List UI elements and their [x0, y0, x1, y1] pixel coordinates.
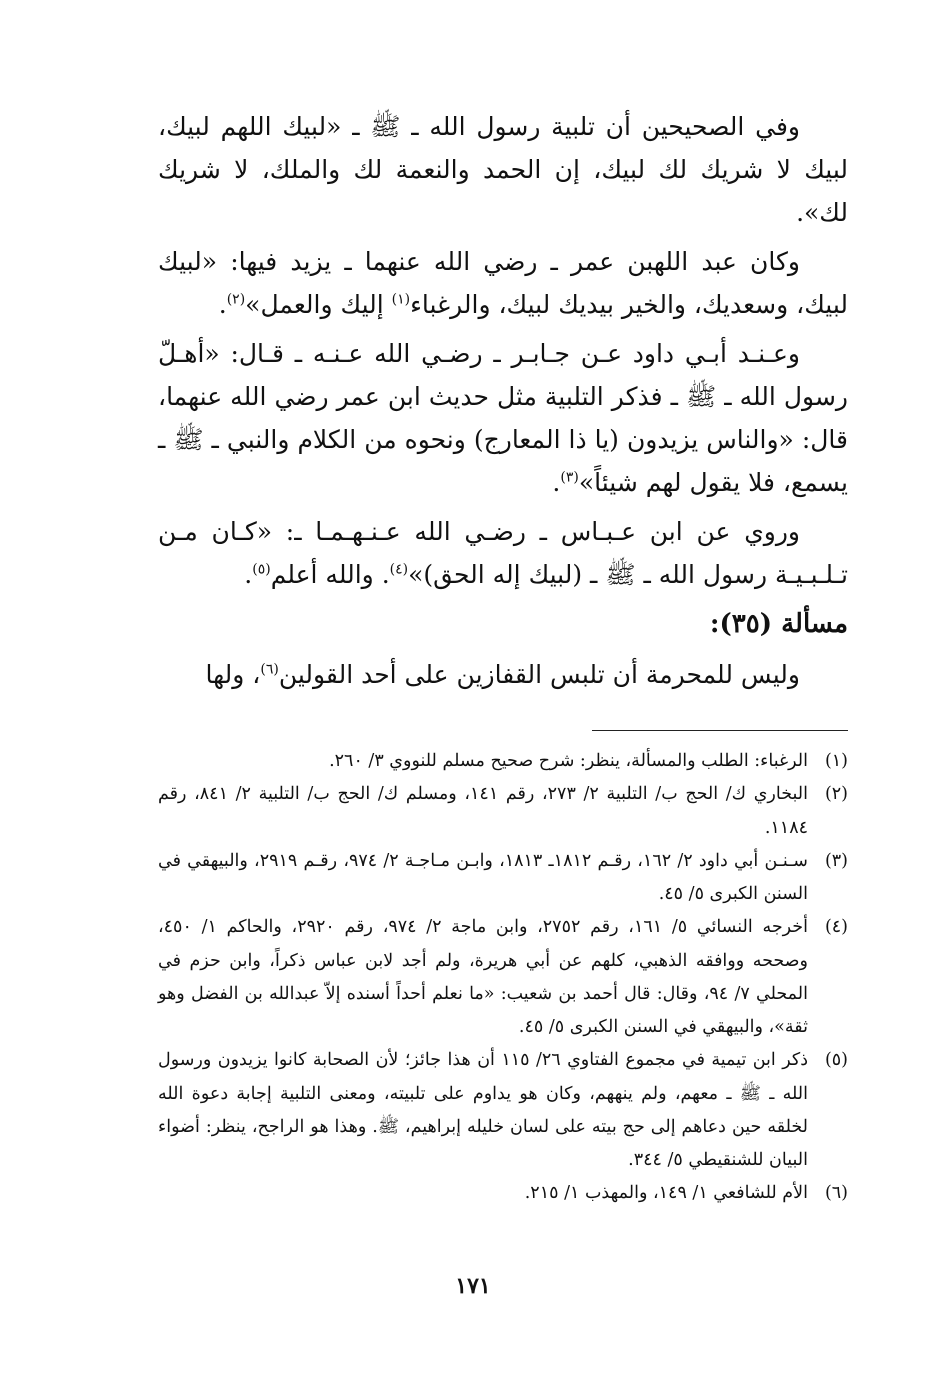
footnote-6: [158, 1177, 848, 1210]
footnotes-section: [158, 745, 848, 1211]
footnote-ref-3[interactable]: (٣): [560, 469, 579, 486]
footnote-number: (٣): [824, 850, 848, 871]
footnote-text: البخاري ك/ الحج ب/ التلبية ٢/ ٢٧٣، رقم ١٤١، ومسلم ك/ الحج ب/ التلبية ٢/ ٨٤١، رقم ١١٨٤.: [158, 784, 808, 838]
footnote-text: الرغباء: الطلب والمسألة، ينظر: شرح صحيح مسلم للنووي ٣/ ٢٦٠.: [329, 751, 808, 771]
paragraph-4-text: وروي عن ابن عـبـاس ـ رضـي الله عـنـهـمـا ـ: «كـان مـن تـلـبـيـة رسول الله ـ ﷺ ـ (لبيك إله الحق)»: [158, 517, 848, 589]
paragraph-3-text: وعـنـد أبـي داود عـن جـابـر ـ رضـي الله عـنـه ـ قـال: «أهـلّ رسول الله ـ ﷺ ـ فذكر التلبية مثل حديث ابن عمر رضي الله عنهما، قال: «والناس يزيدون (يا ذا المعارج) ونحوه من الكلام والنبي ـ ﷺ ـ يسمع، فلا يقول لهم شيئاً»: [158, 339, 848, 497]
footnote-ref-4[interactable]: (٤): [389, 561, 409, 578]
footnote-text: الأم للشافعي ١/ ١٤٩، والمهذب ١/ ٢١٥.: [524, 1183, 808, 1204]
footnote-number: (٦): [824, 1183, 848, 1204]
paragraph-2: [158, 240, 848, 326]
footnote-ref-2[interactable]: (٢): [226, 291, 246, 308]
footnote-5: [158, 1044, 848, 1177]
footnote-1: [158, 745, 848, 778]
paragraph-5: [158, 653, 848, 696]
footnote-4: [158, 911, 848, 1044]
footnote-number: (٤): [824, 917, 848, 938]
section-heading: مسألة (٣٥):: [709, 609, 848, 639]
footnote-3: [158, 845, 848, 912]
paragraph-1-text: وفي الصحيحين أن تلبية رسول الله ـ ﷺ ـ «لبيك اللهم لبيك، لبيك لا شريك لك لبيك، إن الحمد والنعمة لك والملك، لا شريك لك».: [158, 112, 848, 227]
footnote-number: (٥): [824, 1050, 848, 1071]
footnote-divider: [592, 730, 848, 731]
paragraph-1: [158, 105, 848, 234]
page-number: ١٧١: [455, 1273, 491, 1299]
paragraph-2-end: .: [218, 290, 227, 319]
paragraph-4: [158, 510, 848, 596]
footnote-ref-5[interactable]: (٥): [252, 561, 271, 578]
footnote-ref-6[interactable]: (٦): [260, 661, 279, 678]
paragraph-5-text-b: ، ولها: [205, 659, 261, 689]
paragraph-3-end: .: [552, 468, 561, 497]
footnote-text: ذكر ابن تيمية في مجموع الفتاوي ٢٦/ ١١٥ أن هذا جائز؛ لأن الصحابة كانوا يزيدون ورسول الله ـ ﷺ ـ معهم، ولم ينههم، وكان هو يداوم على تلبيته، ومعنى التلبية إجابة دعوة الله لخلقه حين دعاهم إلى حج بيته على لسان خليله إبراهيم، ﷺ. وهذا هو الراجح، ينظر: أضواء البيان للشنقيطي ٥/ ٣٤٤.: [158, 1050, 808, 1170]
main-text: [158, 105, 848, 702]
footnote-2: [158, 778, 848, 845]
paragraph-2-text-a: وكان عبد اللهبن عمر ـ رضي الله عنهما ـ يزيد فيها: «لبيك لبيك، وسعديك، والخير بيديك لبيك، والرغباء: [158, 247, 848, 319]
footnote-ref-1[interactable]: (١): [391, 291, 411, 308]
paragraph-4-end: .: [244, 560, 253, 589]
paragraph-5-text-a: وليس للمحرمة أن تلبس القفازين على أحد القولين: [278, 659, 800, 689]
footnote-text: أخرجه النسائي ٥/ ١٦١، رقم ٢٧٥٢، وابن ماجة ٢/ ٩٧٤، رقم ٢٩٢٠، والحاكم ١/ ٤٥٠، وصححه ووافقه الذهبي، كلهم عن أبي هريرة، ولم أجد لابن عباس ذكراً، وابن حزم في المحلي ٧/ ٩٤، وقال: قال أحمد بن شعيب: «ما نعلم أحداً أسنده إلاّ عبدالله بن الفضل وهو ثقة»، والبيهقي في السنن الكبرى ٥/ ٤٥.: [158, 917, 808, 1037]
footnote-text: سـنـن أبي داود ٢/ ١٦٢، رقـم ١٨١٢ـ ١٨١٣، وابـن مـاجـة ٢/ ٩٧٤، رقـم ٢٩١٩، والبيهقي في السنن الكبرى ٥/ ٤٥.: [158, 850, 808, 904]
paragraph-4-text-b: . والله أعلم: [270, 560, 390, 589]
paragraph-3: [158, 332, 848, 504]
paragraph-2-text-b: إليك والعمل»: [245, 290, 392, 319]
footnote-number: (٢): [824, 784, 848, 805]
footnote-number: (١): [824, 751, 848, 771]
